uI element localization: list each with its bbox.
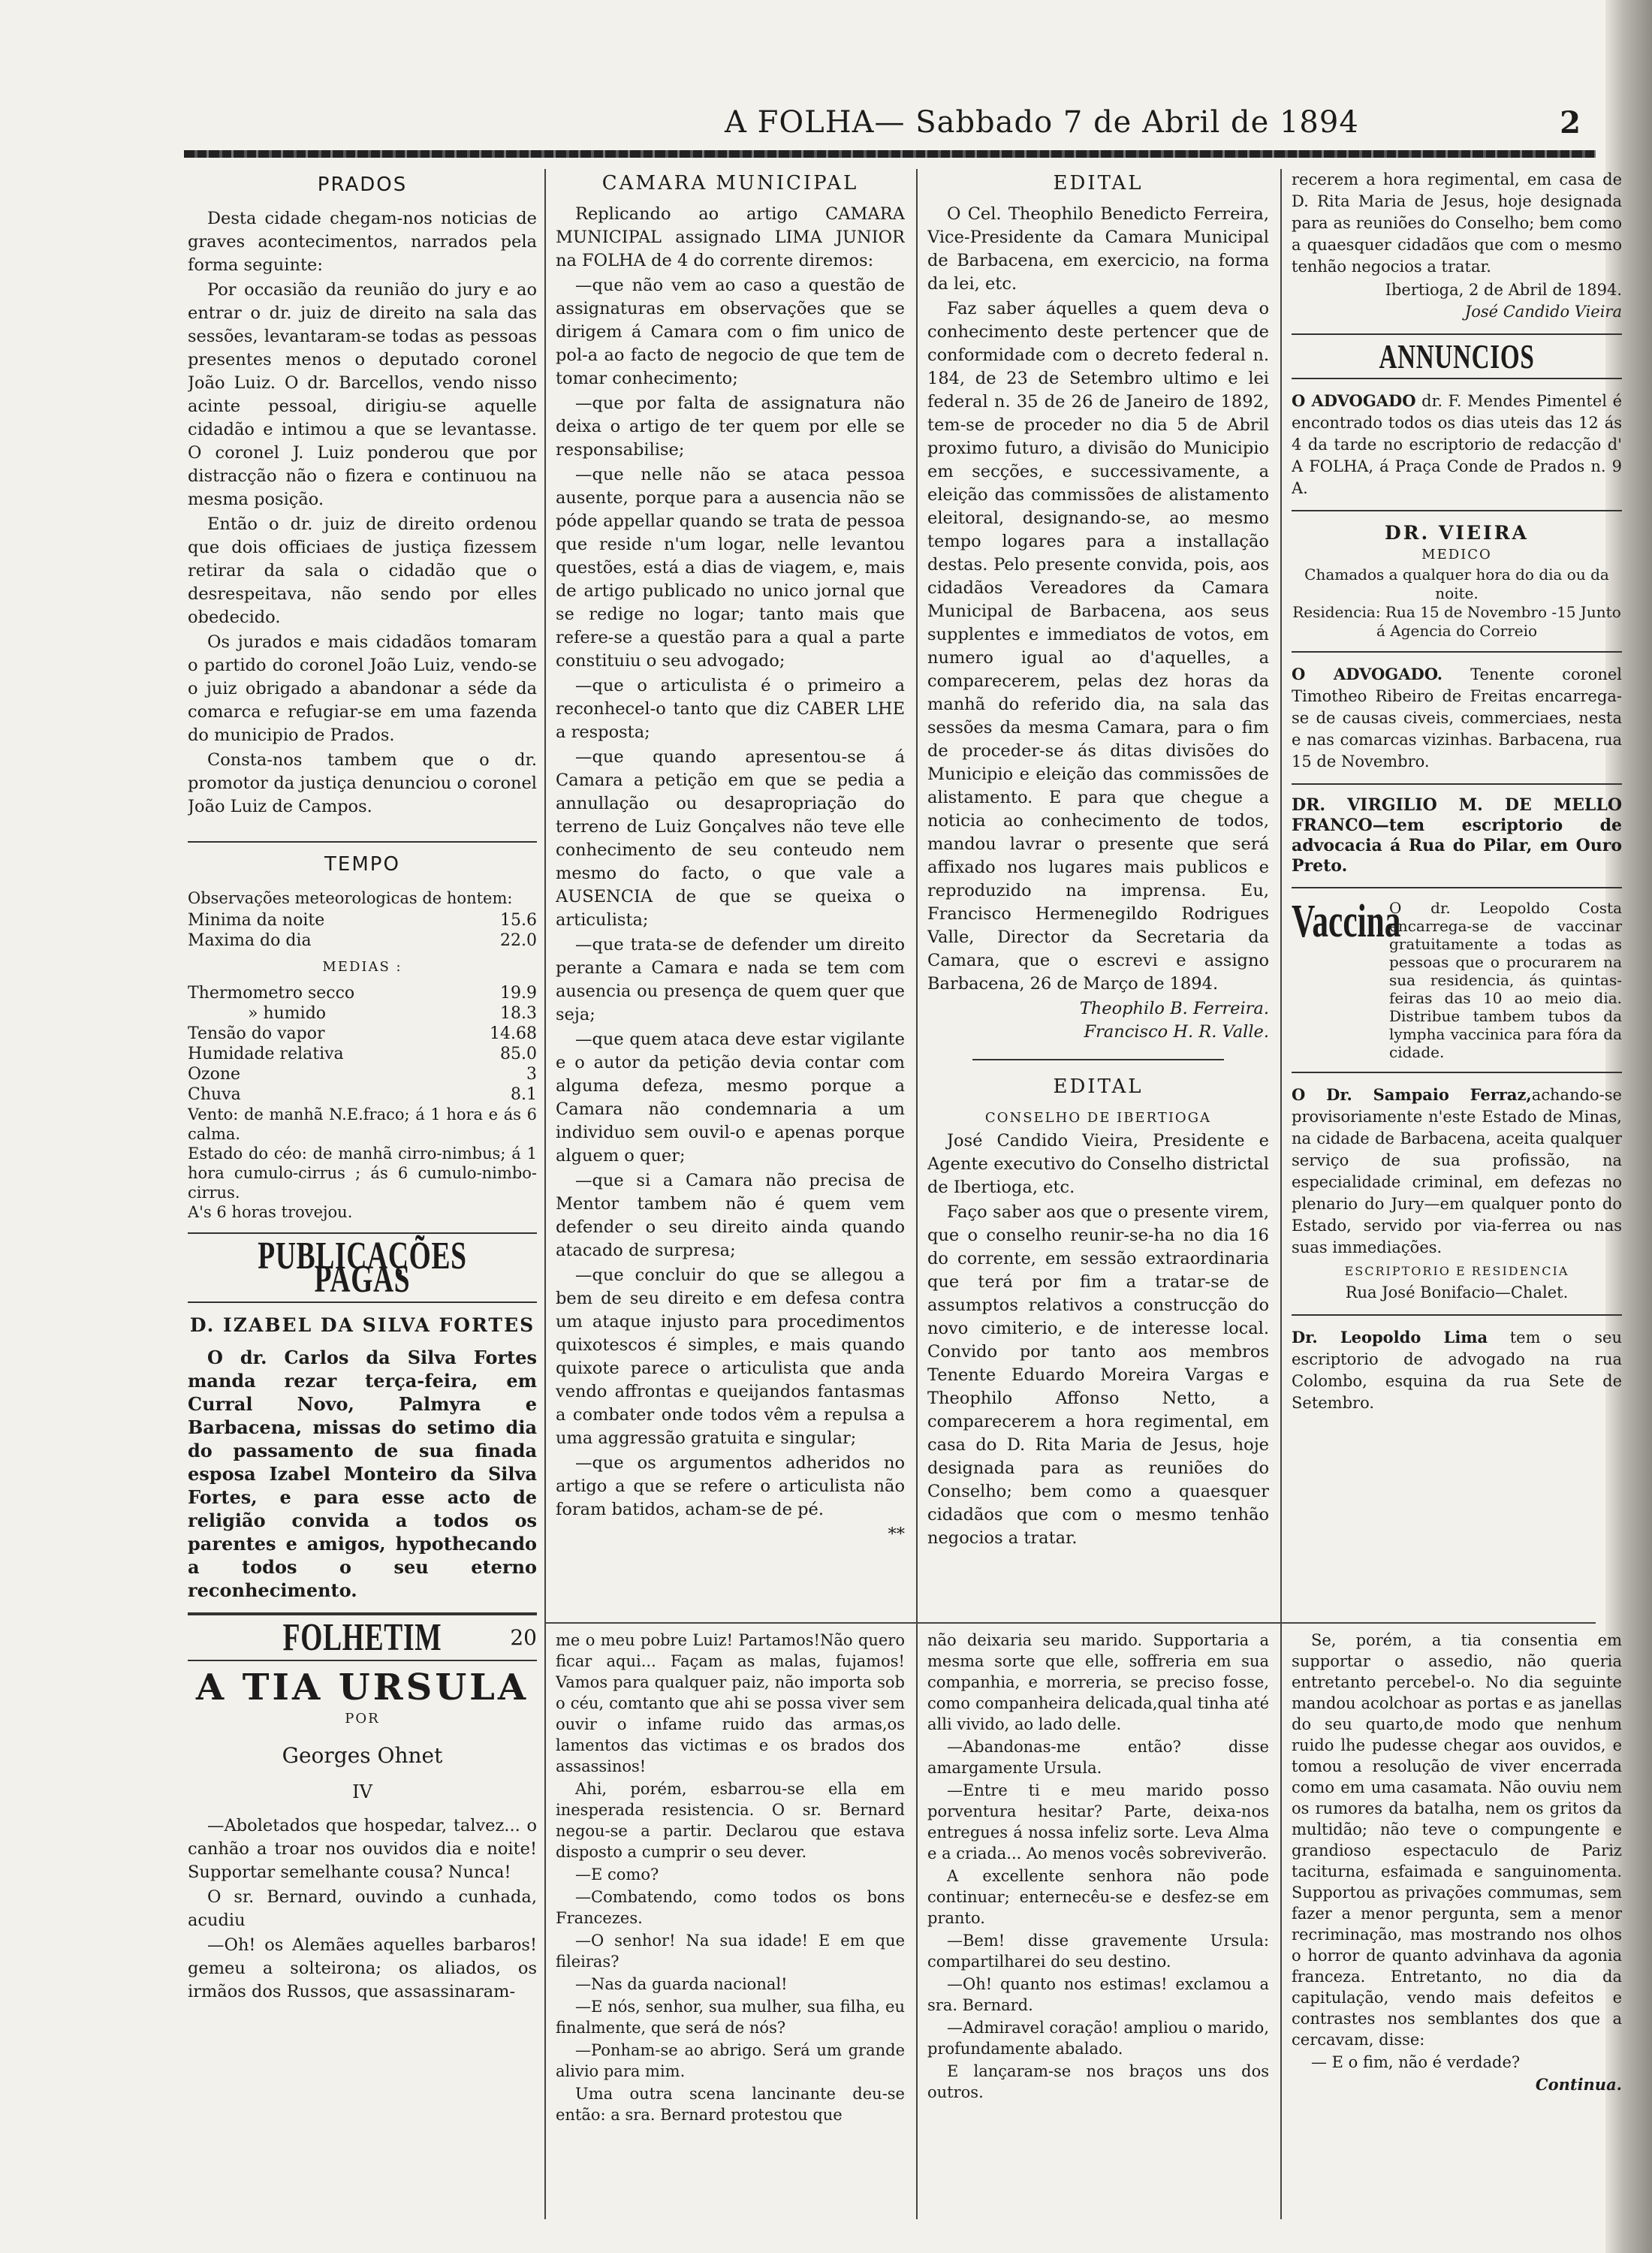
ad-sampaio-addr: Rua José Bonifacio—Chalet. [1345,1283,1569,1301]
camara-item: —que não vem ao caso a questão de assignaturas em observações que se dirigem á Camara com o fim unico de pol-a ao facto de negocio de que tem de tomar conhecimento; [556,276,905,388]
section-divider [1292,378,1622,379]
novel-paragraph: —E nós, senhor, sua mulher, sua filha, eu finalmente, que será de nós? [556,1998,905,2037]
page-number: 2 [1560,105,1581,140]
medias-table [188,983,537,1105]
column-2 [556,169,905,1615]
ad-lead: Dr. Leopoldo Lima [1292,1328,1488,1347]
tempo-note: Estado do céo: de manhã cirro-nimbus; á 1 hora cumulo-cirrus ; ás 6 cumulo-nimbo-cirrus. [188,1145,537,1202]
section-divider [188,841,537,843]
camara-item: —que os argumentos adheridos no artigo a que se refere o articulista não foram batidos, acham-se de pé. [556,1453,905,1519]
camara-item: —que quando apresentou-se á Camara a petição em que se pedia a annullação ou desapropriação do terreno de Luiz Gonçalves não teve elle conhecimento de seu conteudo nem mesmo do facto, o que vale a AUSENCIA de que se queixa o articulista; [556,747,905,930]
section-divider [188,1232,537,1234]
table-row [188,930,537,951]
edital2-heading: EDITAL [1053,1075,1144,1098]
camara-item: —que o articulista é o primeiro a reconhecel-o tanto que diz CABER LHE a resposta; [556,676,905,742]
column-rule-1 [544,169,546,2219]
novel-paragraph: não deixaria seu marido. Supportaria a mesma sorte que elle, soffreria em sua companhia, e morreria, se preciso fosse, como companheira delicada,qual tinha até alli vivido, ao lado delle. [927,1631,1269,1733]
ad-sampaio-sub: ESCRIPTORIO E RESIDENCIA [1344,1264,1569,1278]
ad-advogado-timotheo [1292,663,1622,773]
prados-paragraph: Então o dr. juiz de direito ordenou que dois officiaes de justiça fizessem retirar da sala o cidadão que o desrespeitava, não sendo por elles obedecido. [188,514,537,627]
ad-text: achando-se provisoriamente n'este Estado de Minas, na cidade de Barbacena, aceita qualquer serviço de sua profissão, na especialidade criminal, em defezas no plenario do Jury—em qualquer ponto do Estado, servido por via-ferrea ou nas suas immediações. [1292,1086,1622,1256]
medias-value: 14.68 [490,1024,537,1043]
novel-paragraph: —Oh! os Alemães aquelles barbaros! gemeu a solteirona; os aliados, os irmãos dos Russos, que assassinaram- [188,1935,537,2001]
novel-paragraph: A excellente senhora não pode continuar; enternecêu-se e desfez-se em pranto. [927,1867,1269,1927]
section-divider [1292,783,1622,785]
table-row [188,1064,537,1084]
ad-text: Tenente coronel Timotheo Ribeiro de Freitas encarrega-se de causas civeis, commerciaes, nesta e nas comarcas vizinhas. Barbacena, rua 15 de Novembro. [1292,665,1622,771]
camara-heading: CAMARA MUNICIPAL [601,172,859,195]
ad-sampaio [1292,1084,1622,1259]
section-divider [188,1301,537,1303]
ad-vaccina [1292,896,1622,1061]
edital2-subheading: CONSELHO DE IBERTIOGA [984,1110,1212,1126]
column-4 [1292,169,1622,1615]
medias-label: MEDIAS : [322,959,402,975]
table-row [188,1084,537,1105]
table-row [188,1044,537,1064]
prados-paragraph: Os jurados e mais cidadãos tomaram o partido do coronel João Luiz, vendo-se o juiz obrigado a abandonar a séde da comarca e refugiar-se em uma fazenda do municipio de Prados. [188,632,537,745]
medias-value: 18.3 [500,1004,537,1023]
tempo-value: 22.0 [500,931,537,950]
camara-item: —que trata-se de defender um direito perante a Camara e nada se tem com ausencia ou presença de quem quer que seja; [556,935,905,1024]
ad-dr-vieira-text: Chamados a qualquer hora do dia ou da noite. [1304,566,1609,602]
annuncios-heading: ANNUNCIOS [1379,337,1535,376]
novel-paragraph: —Entre ti e meu marido posso porventura hesitar? Parte, deixa-nos entregues á nossa infeliz sorte. Leva Alma e a criada... Ao menos vocês sobreviverão. [927,1781,1269,1862]
medias-label-cell: Chuva [188,1085,241,1104]
novel-paragraph: —Nas da guarda nacional! [575,1975,788,1993]
masthead-title: A FOLHA— Sabbado 7 de Abril de 1894 [725,105,1359,140]
tempo-note: Vento: de manhã N.E.fraco; á 1 hora e ás 6 calma. [188,1105,537,1143]
novel-by: POR [345,1711,380,1727]
section-divider [1292,651,1622,653]
camara-item: —que por falta de assignatura não deixa o artigo de ter quem por elle se responsabilise; [556,394,905,460]
table-row [188,1003,537,1024]
novel-paragraph: Ahi, porém, esbarrou-se ella em inesperada resistencia. O sr. Bernard negou-se a partir. Declarou que estava disposto a cumprir o seu dever. [556,1780,905,1861]
novel-paragraph: Se, porém, a tia consentia em supportar o assedio, não queria entretanto percebel-o. No dia seguinte mandou acolchoar as portas e as janellas do seu quarto,de modo que nenhum ruido lhe pudesse chegar aos ouvidos, e tomou a resolução de viver encerrada como em uma casamata. Não ouviu nem os rumores da batalha, nem os gritos da multidão; não teve o compungente e grandioso espectaculo de Pariz taciturna, esfaimada e sanguinomenta. Supportou as privações commumas, sem fazer a menor pergunta, sem a menor recriminação, mas mostrando nos olhos o horror de quanto advinhava da agonia franceza. Entretanto, no dia da capitulação, vendo mais defeitos e contrastes nos semblantes dos que a cercavam, disse: [1292,1631,1622,2049]
medias-label-cell: Tensão do vapor [188,1024,325,1043]
novel-paragraph: —Admiravel coração! ampliou o marido, profundamente abalado. [927,2019,1269,2058]
tempo-value: 15.6 [500,911,537,930]
medias-value: 19.9 [500,984,537,1003]
ad-dr-vieira-text: Residencia: Rua 15 de Novembro -15 Junto á Agencia do Correio [1292,603,1621,640]
tempo-intro: Observações meteorologicas de hontem: [188,889,513,907]
edital2-paragraph: José Candido Vieira, Presidente e Agente executivo do Conselho districtal de Ibertioga, etc. [927,1131,1269,1197]
tempo-label: Maxima do dia [188,931,312,950]
folhetim-header [188,1616,537,1659]
folhetim-col-2 [556,1630,905,2219]
publicacoes-heading: PUBLICAÇÕES PAGAS [258,1235,467,1301]
tempo-label: Minima da noite [188,911,325,930]
ad-lead: O ADVOGADO [1292,391,1416,410]
section-divider [1292,333,1622,335]
ad-lead: O ADVOGADO. [1292,665,1443,683]
tempo-table [188,910,537,951]
table-row [188,910,537,930]
prados-paragraph: Consta-nos tambem que o dr. promotor da justiça denunciou o coronel João Luiz de Campos. [188,750,537,816]
novel-paragraph: —Aboletados que hospedar, talvez... o canhão a troar nos ouvidos dia e noite! Supportar semelhante cousa? Nunca! [188,1816,537,1882]
folhetim-col-3 [927,1630,1269,2219]
medias-value: 8.1 [511,1085,537,1104]
ad-lead: O Dr. Sampaio Ferraz, [1292,1085,1532,1104]
ad-dr-vieira-sub: MEDICO [1421,547,1492,562]
section-divider [1292,1314,1622,1316]
edital2-continuation: recerem a hora regimental, em casa de D. Rita Maria de Jesus, hoje designada para as reuniões do Conselho; bem como a quaesquer cidadãos que com o mesmo tenhão negocios a tratar. [1292,170,1622,276]
ad-text: dr. F. Mendes Pimentel é encontrado todos os dias uteis das 12 ás 4 da tarde no escriptorio de redacção d' A FOLHA, á Praça Conde de Prados n. 9 A. [1292,392,1622,497]
camara-item: —que concluir do que se allegou a bem de seu direito e em defesa contra um ataque injusto para procedimentos quixotescos é simples, e mais quando quixote parece o articulista que anda vendo affrontas e queijandos fantasmas a combater onde todos vêm a repulsa a uma aggressão gratuita e singular; [556,1265,905,1448]
continua-label: Continua. [1535,2075,1622,2094]
novel-paragraph: — E o fim, não é verdade? [1311,2053,1521,2071]
novel-paragraph: me o meu pobre Luiz! Partamos!Não quero ficar aqui... Façam as malas, fujamos! Vamos para qualquer paiz, não importa sob o céu, comtanto que ahi se possa viver sem ouvir o infame ruido das armas,os lamentos das victimas e os brados dos assassinos! [556,1631,905,1775]
novel-paragraph: —Abandonas-me então? disse amargamente Ursula. [927,1738,1269,1777]
edital-signature: Francisco H. R. Valle. [1084,1022,1269,1042]
edital2-dateline: Ibertioga, 2 de Abril de 1894. [1385,281,1622,299]
camara-item: —que quem ataca deve estar vigilante e o autor da petição devia contar com alguma defeza, mesmo porque a Camara não condemnaria a um individuo sem ouvil-o e apenas porque alguem o quer; [556,1030,905,1166]
novel-paragraph: Uma outra scena lancinante deu-se então: a sra. Bernard protestou que [556,2085,905,2124]
medias-label-cell: » humido [248,1004,327,1023]
section-divider [188,1612,537,1615]
edital2-signer: José Candido Vieira [1464,303,1622,321]
camara-item: —que si a Camara não precisa de Mentor tambem não é quem vem defender o seu direito ainda quando atacado de surpresa; [556,1171,905,1260]
camara-signature: ** [888,1525,905,1544]
edital2-paragraph: Faço saber aos que o presente virem, que o conselho reunir-se-ha no dia 16 do corrente, em sessão extraordinaria que terá por fim a tratar-se de assumptos relativos a construcção do novo cimiterio, e de interesse local. Convido por tanto aos membros Tenente Eduardo Moreira Vargas e Theophilo Affonso Netto, a comparecerem a hora regimental, em casa do D. Rita Maria de Jesus, hoje designada para as reuniões do Conselho; bem como a quaesquer cidadãos que com o mesmo tenhão negocios a tratar. [927,1202,1269,1548]
izabel-heading: D. IZABEL DA SILVA FORTES [189,1314,535,1336]
prados-paragraph: Por occasião da reunião do jury e ao entrar o dr. juiz de direito na sala das sessões, levantaram-se todas as pessoas presentes menos o deputado coronel João Luiz. O dr. Barcellos, vendo nisso acinte pessoal, dirigiu-se aquelle cidadão e intimou a que se levantasse. O coronel J. Luiz ponderou que por distracção não o fizera e continuou na mesma posição. [188,280,537,509]
novel-title: A TIA URSULA [195,1666,529,1709]
folhetim-number: 20 [510,1625,537,1650]
ad-dr-vieira-title: DR. VIEIRA [1385,522,1529,544]
masthead [184,105,1611,165]
section-divider [1292,887,1622,888]
novel-paragraph: —O senhor! Na sua idade! E em que fileiras? [556,1932,905,1971]
medias-label-cell: Humidade relativa [188,1045,344,1063]
edital-paragraph: Faz saber áquelles a quem deva o conhecimento deste pertencer que de conformidade com o decreto federal n. 184, de 23 de Setembro ultimo e lei federal n. 35 de 26 de Janeiro de 1892, tem-se de proceder no dia 5 de Abril proximo futuro, a divisão do Municipio em secções, e successivamente, a eleição das commissões de alistamento eleitoral, designando-se, ao mesmo tempo logares para a installação destas. Pelo presente convida, pois, aos cidadãos Vereadores da Camara Municipal de Barbacena, aos seus supplentes e immediatos de votos, em numero igual ao d'aquelles, a comparecerem, pelas dez horas da manhã do referido dia, na sala das sessões da mesma Camara, para o fim de proceder-se ás ditas divisões do Municipio e eleição das commissões de alistamento. E para que chegue a noticia ao conhecimento de todos, mandou lavrar o presente que será affixado nos lugares mais publicos e reproduzido na imprensa. Eu, Francisco Hermenegildo Rodrigues Valle, Director da Secretaria da Camara, que o escrevi e assigno Barbacena, 26 de Março de 1894. [927,299,1269,994]
column-1 [188,169,537,2227]
folhetim-rule [544,1622,1596,1624]
medias-label-cell: Ozone [188,1065,241,1084]
column-3 [927,169,1269,1615]
novel-paragraph: —Bem! disse gravemente Ursula: compartilharei do seu destino. [927,1932,1269,1971]
novel-paragraph: E lançaram-se nos braços uns dos outros. [927,2062,1269,2101]
ad-virgilio: DR. VIRGILIO M. DE MELLO FRANCO—tem escriptorio de advocacia á Rua do Pilar, em Ouro Preto. [1292,795,1622,876]
ad-vaccina-word: Vaccina [1292,896,1401,947]
table-row [188,983,537,1003]
tempo-note: A's 6 horas trovejou. [188,1203,353,1221]
medias-value: 85.0 [500,1045,537,1063]
column-rule-2 [916,169,918,2219]
section-divider [188,1660,537,1661]
folhetim-heading: FOLHETIM [282,1616,442,1659]
novel-chapter: IV [352,1781,372,1802]
section-divider [1292,510,1622,511]
ad-text: tem o seu escriptorio de advogado na rua Colombo, esquina da rua Sete de Setembro. [1292,1329,1622,1412]
section-divider [972,1059,1224,1060]
medias-value: 3 [526,1065,537,1084]
column-rule-3 [1280,169,1282,2219]
ad-vaccina-text: O dr. Leopoldo Costa encarrega-se de vaccinar gratuitamente a todas as pessoas que o procurarem na sua residencia, ás quintas-feiras das 10 ao meio dia. Distribue tambem tubos da lympha vaccinica para fóra da cidade. [1389,899,1622,1061]
izabel-notice: O dr. Carlos da Silva Fortes manda rezar terça-feira, em Curral Novo, Palmyra e Barbacena, missas do setimo dia do passamento de sua finada esposa Izabel Monteiro da Silva Fortes, e para esse acto de religião convida a todos os parentes e amigos, hypothecando a todos o seu eterno reconhecimento. [188,1347,537,1601]
novel-paragraph: —Oh! quanto nos estimas! exclamou a sra. Bernard. [927,1975,1269,2014]
table-row [188,1024,537,1044]
masthead-rule [184,150,1596,158]
camara-intro: Replicando ao artigo CAMARA MUNICIPAL assignado LIMA JUNIOR na FOLHA de 4 do corrente diremos: [556,204,905,270]
novel-author: Georges Ohnet [282,1743,443,1768]
novel-paragraph: —Combatendo, como todos os bons Francezes. [556,1888,905,1927]
folhetim-col-4 [1292,1630,1622,2219]
camara-item: —que nelle não se ataca pessoa ausente, porque para a ausencia não se póde appellar quando se trata de pessoa que reside n'um logar, nelle levantou questões, está a dias de viagem, e, mais de artigo publicado no unico jornal que se redige no logar; tanto mais que refere-se a questão para a qual a parte constituiu o seu advogado; [556,465,905,671]
edital-heading: EDITAL [1053,172,1144,195]
prados-paragraph: Desta cidade chegam-nos noticias de graves acontecimentos, narrados pela forma seguinte: [188,209,537,275]
section-divider [1292,1072,1622,1073]
edital-signature: Theophilo B. Ferreira. [1079,999,1269,1018]
tempo-heading: TEMPO [324,853,400,876]
edital-paragraph: O Cel. Theophilo Benedicto Ferreira, Vice-Presidente da Camara Municipal de Barbacena, em exercicio, na forma da lei, etc. [927,204,1269,294]
ad-leopoldo-lima [1292,1326,1622,1414]
medias-label-cell: Thermometro secco [188,984,355,1003]
novel-paragraph: O sr. Bernard, ouvindo a cunhada, acudiu [188,1887,537,1930]
prados-heading: PRADOS [317,173,408,196]
novel-paragraph: —E como? [575,1865,659,1884]
novel-paragraph: —Ponham-se ao abrigo. Será um grande alivio para mim. [556,2041,905,2080]
ad-advogado-mendes [1292,390,1622,499]
